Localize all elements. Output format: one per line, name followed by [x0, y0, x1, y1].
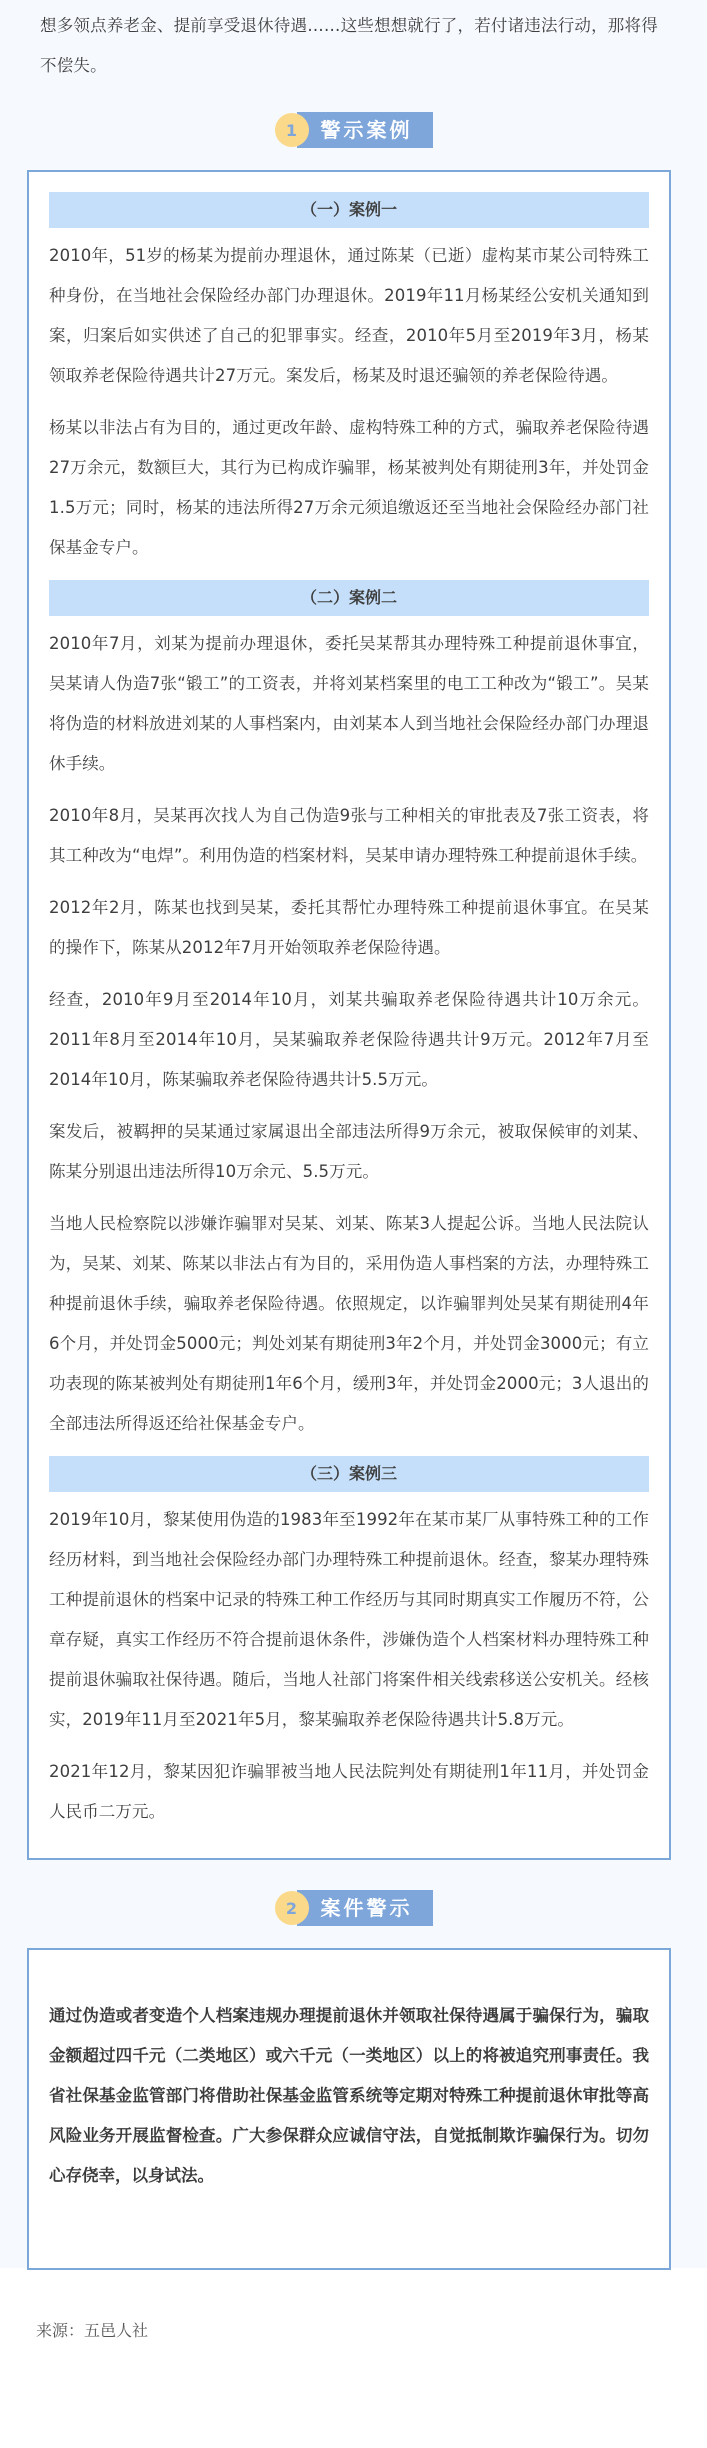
case-paragraph: 2010年，51岁的杨某为提前办理退休，通过陈某（已逝）虚构某市某公司特殊工种身份，在当地社会保险经办部门办理退休。2019年11月杨某经公安机关通知到案，归案后如实供述了自己的犯罪事实。经查，2010年5月至2019年3月，杨某领取养老保险待遇共计27万元。案发后，杨某及时退还骗领的养老保险待遇。	[49, 246, 649, 385]
case-one	[49, 192, 649, 568]
section-title: 警示案例	[297, 112, 433, 148]
section-number-badge: 2	[275, 1891, 309, 1925]
section-header-cases	[0, 112, 707, 148]
section-number-badge: 1	[275, 113, 309, 147]
case-paragraph: 经查，2010年9月至2014年10月，刘某共骗取养老保险待遇共计10万余元。2011年8月至2014年10月，吴某骗取养老保险待遇共计9万元。2012年7月至2014年10月，陈某骗取养老保险待遇共计5.5万元。	[49, 990, 649, 1089]
cases-box	[27, 170, 671, 1860]
case-paragraph: 2019年10月，黎某使用伪造的1983年至1992年在某市某厂从事特殊工种的工作经历材料，到当地社会保险经办部门办理特殊工种提前退休。经查，黎某办理特殊工种提前退休的档案中记录的特殊工种工作经历与其同时期真实工作履历不符，公章存疑，真实工作经历不符合提前退休条件，涉嫌伪造个人档案材料办理特殊工种提前退休骗取社保待遇。随后，当地人社部门将案件相关线索移送公安机关。经核实，2019年11月至2021年5月，黎某骗取养老保险待遇共计5.8万元。	[49, 1510, 649, 1729]
source-credit: 来源：五邑人社	[36, 2321, 149, 2340]
intro-paragraph: 想多领点养老金、提前享受退休待遇……这些想想就行了，若付诸违法行动，那将得不偿失。	[40, 16, 658, 75]
section-header-warning	[0, 1890, 707, 1926]
case-paragraph: 2012年2月，陈某也找到吴某，委托其帮忙办理特殊工种提前退休事宜。在吴某的操作下，陈某从2012年7月开始领取养老保险待遇。	[49, 898, 649, 957]
case-paragraph: 案发后，被羁押的吴某通过家属退出全部违法所得9万余元，被取保候审的刘某、陈某分别退出违法所得10万余元、5.5万元。	[49, 1122, 649, 1181]
case-paragraph: 2021年12月，黎某因犯诈骗罪被当地人民法院判处有期徒刑1年11月，并处罚金人民币二万元。	[49, 1762, 649, 1821]
case-three	[49, 1456, 649, 1832]
warning-text: 通过伪造或者变造个人档案违规办理提前退休并领取社保待遇属于骗保行为，骗取金额超过四千元（二类地区）或六千元（一类地区）以上的将被追究刑事责任。我省社保基金监管部门将借助社保基金监管系统等定期对特殊工种提前退休审批等高风险业务开展监督检查。广大参保群众应诚信守法，自觉抵制欺诈骗保行为。切勿心存侥幸，以身试法。	[49, 2006, 649, 2185]
section-badge	[275, 1890, 433, 1926]
case-title: （三）案例三	[49, 1456, 649, 1492]
warning-box	[27, 1948, 671, 2268]
case-paragraph: 2010年7月，刘某为提前办理退休，委托吴某帮其办理特殊工种提前退休事宜，吴某请人伪造7张“锻工”的工资表，并将刘某档案里的电工工种改为“锻工”。吴某将伪造的材料放进刘某的人事档案内，由刘某本人到当地社会保险经办部门办理退休手续。	[49, 634, 649, 773]
case-title: （二）案例二	[49, 580, 649, 616]
section-badge	[275, 112, 433, 148]
case-paragraph: 2010年8月，吴某再次找人为自己伪造9张与工种相关的审批表及7张工资表，将其工种改为“电焊”。利用伪造的档案材料，吴某申请办理特殊工种提前退休手续。	[49, 806, 649, 865]
section-title: 案件警示	[297, 1890, 433, 1926]
case-paragraph: 杨某以非法占有为目的，通过更改年龄、虚构特殊工种的方式，骗取养老保险待遇27万余元，数额巨大，其行为已构成诈骗罪，杨某被判处有期徒刑3年，并处罚金1.5万元；同时，杨某的违法所得27万余元须追缴返还至当地社会保险经办部门社保基金专户。	[49, 418, 649, 557]
case-title: （一）案例一	[49, 192, 649, 228]
case-two	[49, 580, 649, 1444]
case-paragraph: 当地人民检察院以涉嫌诈骗罪对吴某、刘某、陈某3人提起公诉。当地人民法院认为，吴某、刘某、陈某以非法占有为目的，采用伪造人事档案的方法，办理特殊工种提前退休手续，骗取养老保险待遇。依照规定，以诈骗罪判处吴某有期徒刑4年6个月，并处罚金5000元；判处刘某有期徒刑3年2个月，并处罚金3000元；有立功表现的陈某被判处有期徒刑1年6个月，缓刑3年，并处罚金2000元；3人退出的全部违法所得返还给社保基金专户。	[49, 1214, 649, 1433]
